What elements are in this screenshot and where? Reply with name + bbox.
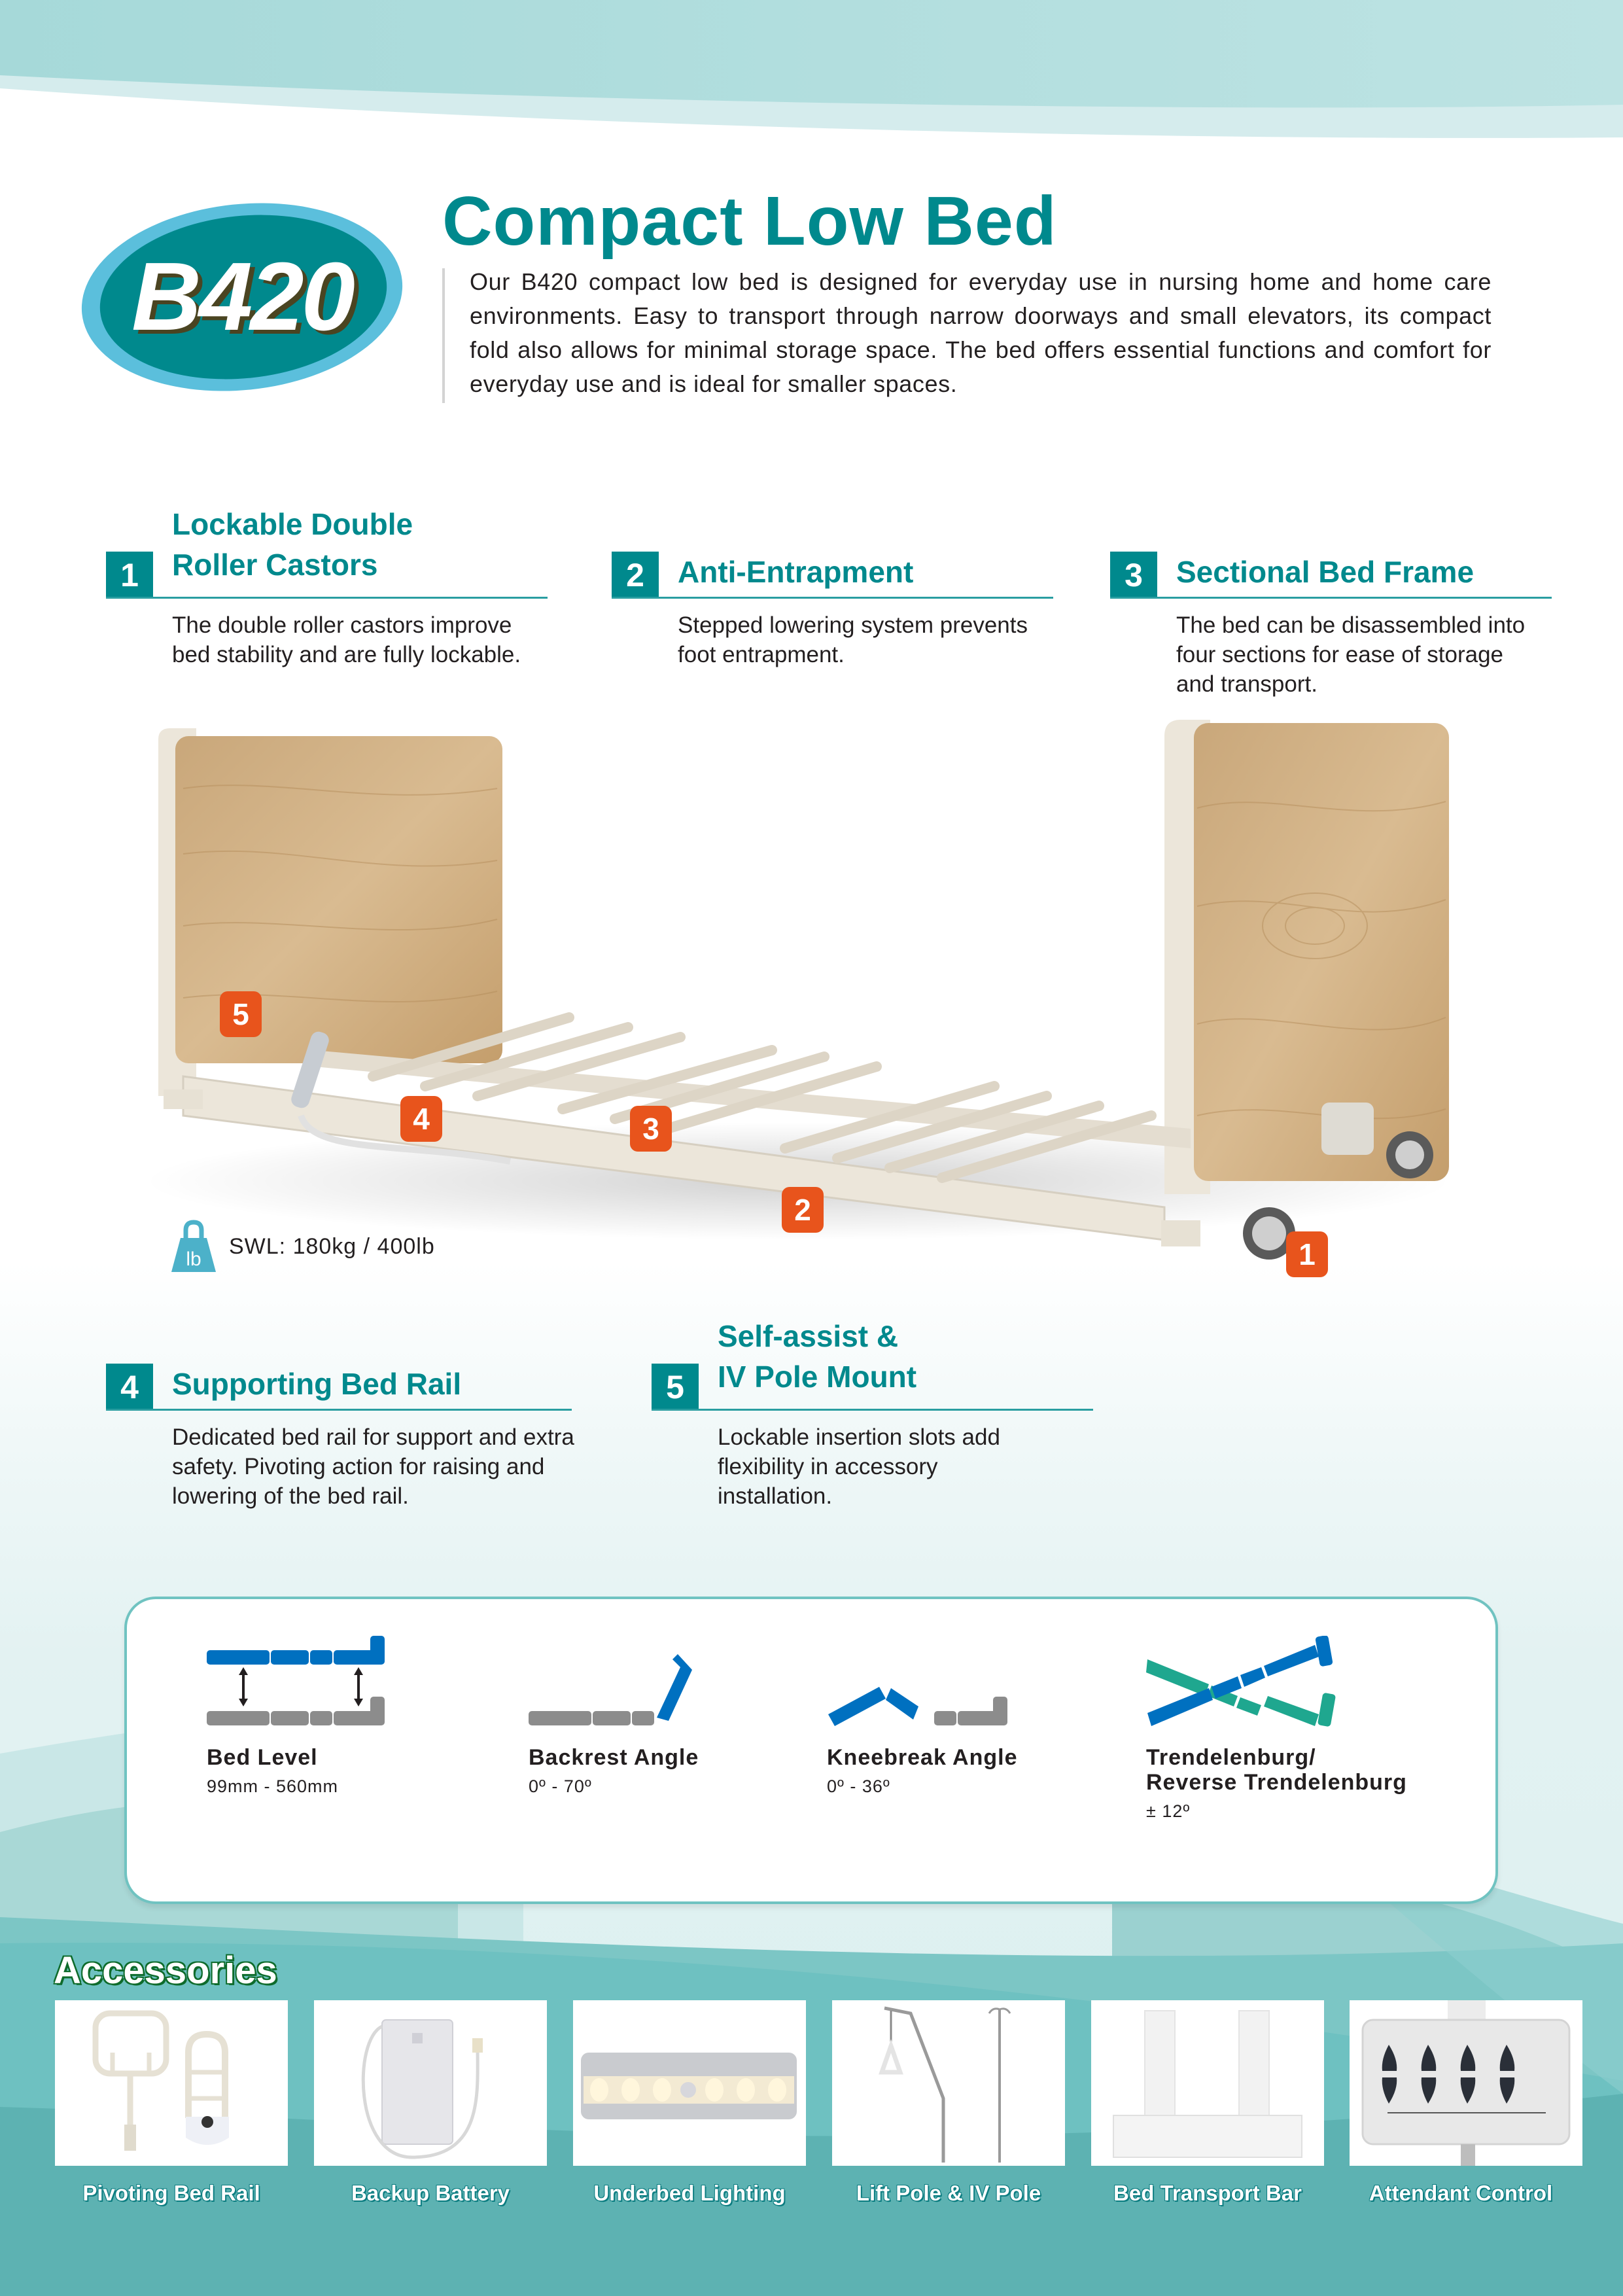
weight-icon [170, 1218, 217, 1275]
accessory-card-underbed-lighting [573, 2000, 806, 2166]
feature-number: 5 [652, 1364, 699, 1411]
feature-description: The bed can be disassembled into four sections for ease of storage and transport. [1176, 612, 1526, 697]
function-range: 99mm - 560mm [207, 1776, 339, 1796]
function-kneebreak-angle [827, 1636, 1021, 1797]
backup-battery-icon [314, 2000, 547, 2166]
callout-badge-2: 2 [782, 1187, 824, 1233]
feature-rule [652, 1409, 1093, 1411]
feature-number: 2 [612, 552, 659, 599]
function-range: 0º - 70º [529, 1776, 592, 1796]
feature-title: Lockable Double Roller Castors [172, 507, 413, 582]
accessories-heading: Accessories [54, 1949, 277, 1992]
function-name: Backrest Angle [529, 1745, 699, 1770]
feature-rule [106, 1409, 572, 1411]
feature-description: The double roller castors improve bed stability and are fully lockable. [172, 612, 521, 667]
accessory-label: Underbed Lighting [593, 2181, 786, 2205]
feature-rule [1110, 597, 1552, 599]
callout-badge-4: 4 [400, 1096, 442, 1142]
backrest-angle-icon [529, 1636, 722, 1727]
accessory-card-pivoting-bed-rail [55, 2000, 288, 2166]
top-wave-decoration [0, 0, 1623, 150]
feature-title: Sectional Bed Frame [1176, 555, 1475, 589]
attendant-control-icon [1350, 2000, 1582, 2166]
lift-pole-icon [832, 2000, 1065, 2166]
intro-divider [442, 268, 445, 403]
model-number: B420 [131, 243, 353, 351]
function-name: Kneebreak Angle [827, 1745, 1018, 1770]
underbed-lighting-icon [573, 2000, 806, 2166]
feature-title: Anti-Entrapment [678, 555, 914, 589]
function-bed-level [207, 1636, 400, 1797]
accessory-label: Bed Transport Bar [1113, 2181, 1302, 2205]
svg-text:lb: lb [186, 1248, 201, 1270]
feature-title: Self-assist & IV Pole Mount [718, 1319, 917, 1394]
feature-number: 3 [1110, 552, 1157, 599]
feature-rule [612, 597, 1053, 599]
accessory-card-lift-pole [832, 2000, 1065, 2166]
intro-paragraph: Our B420 compact low bed is designed for everyday use in nursing home and home care environments. Easy to transport through narrow doorways and small elevators, its compact fold also allows for minimal storage space. The bed offers essential functions and comfort for everyday use and is ideal for smaller spaces. [470, 268, 1492, 397]
feature-description: Stepped lowering system prevents foot entrapment. [678, 612, 1028, 667]
function-range: ± 12º [1146, 1801, 1191, 1821]
callout-badge-5: 5 [220, 991, 262, 1037]
accessory-card-attendant-control [1350, 2000, 1582, 2166]
feature-title: Supporting Bed Rail [172, 1367, 462, 1401]
callout-badge-1: 1 [1286, 1231, 1328, 1277]
page-title: Compact Low Bed [442, 183, 1057, 260]
callout-badge-3: 3 [630, 1106, 672, 1152]
kneebreak-angle-icon [827, 1636, 1021, 1727]
feature-number: 4 [106, 1364, 153, 1411]
function-trendelenburg [1146, 1636, 1407, 1822]
transport-bar-icon [1091, 2000, 1324, 2166]
feature-description: Dedicated bed rail for support and extra safety. Pivoting action for raising and lowering of the bed rail. [172, 1424, 574, 1509]
function-range: 0º - 36º [827, 1776, 890, 1796]
accessory-label: Pivoting Bed Rail [82, 2181, 260, 2205]
accessory-label: Backup Battery [351, 2181, 510, 2205]
accessory-label: Lift Pole & IV Pole [856, 2181, 1041, 2205]
swl-value: SWL: 180kg / 400lb [229, 1233, 435, 1259]
pivoting-bed-rail-icon [55, 2000, 288, 2166]
feature-description: Lockable insertion slots add flexibility in accessory installation. [718, 1424, 1000, 1509]
accessory-label: Attendant Control [1369, 2181, 1553, 2205]
feature-rule [106, 597, 548, 599]
model-logo [80, 202, 404, 393]
safe-working-load [170, 1218, 435, 1275]
feature-number: 1 [106, 552, 153, 599]
function-backrest-angle [529, 1636, 722, 1797]
function-name: Bed Level [207, 1745, 318, 1770]
function-name: Trendelenburg/ Reverse Trendelenburg [1146, 1745, 1407, 1795]
trendelenburg-icon [1146, 1636, 1340, 1727]
accessory-card-backup-battery [314, 2000, 547, 2166]
bed-level-icon [207, 1636, 400, 1727]
accessory-card-transport-bar [1091, 2000, 1324, 2166]
